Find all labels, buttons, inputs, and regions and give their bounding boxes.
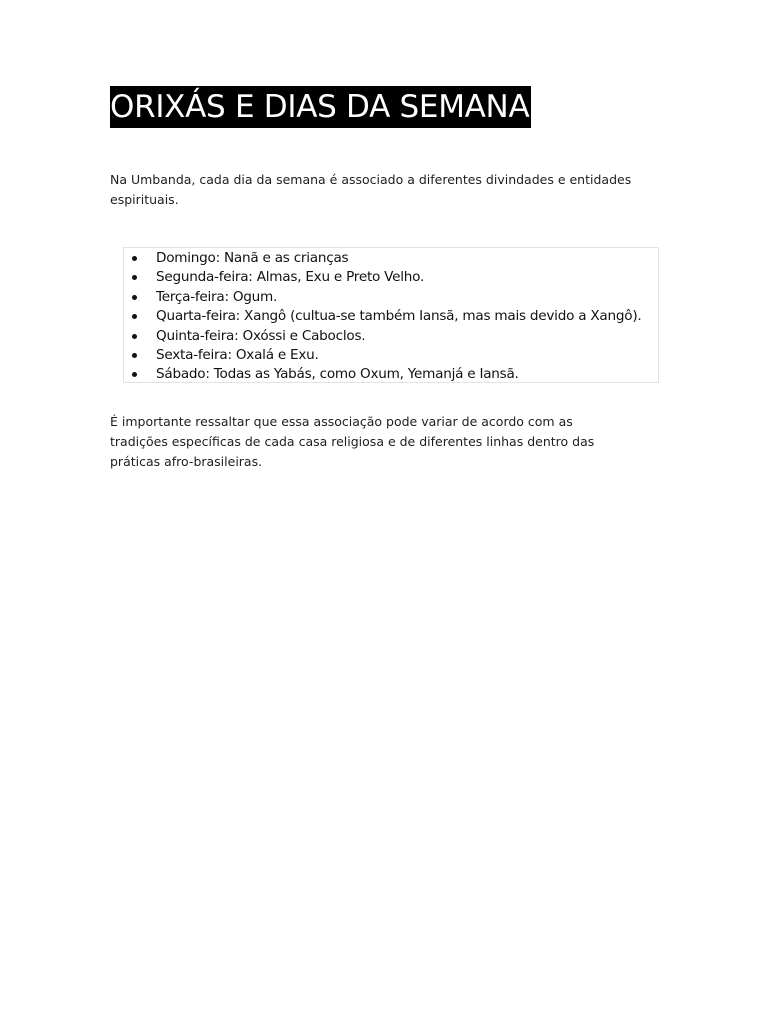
list-item-text: Sexta-feira: Oxalá e Exu. <box>156 346 319 363</box>
bullet-icon <box>132 314 137 319</box>
list-item <box>124 365 641 384</box>
bullet-icon <box>132 353 137 358</box>
bullet-icon <box>132 372 137 377</box>
list-item-text: Quinta-feira: Oxóssi e Caboclos. <box>156 327 366 344</box>
bullet-icon <box>132 256 137 261</box>
bullet-icon <box>132 295 137 300</box>
bullet-icon <box>132 334 137 339</box>
list-item <box>124 307 641 326</box>
bullet-icon <box>132 275 137 280</box>
list-item <box>124 327 641 346</box>
list-item-text: Sábado: Todas as Yabás, como Oxum, Yemanjá e Iansã. <box>156 366 519 383</box>
list-item-text: Terça-feira: Ogum. <box>156 288 278 305</box>
list-item-text: Segunda-feira: Almas, Exu e Preto Velho. <box>156 269 425 286</box>
list-item-text: Quarta-feira: Xangô (cultua-se também Iansã, mas mais devido a Xangô). <box>156 308 642 325</box>
weekday-list <box>124 249 641 385</box>
list-item-text: Domingo: Nanã e as crianças <box>156 250 349 266</box>
page-title: ORIXÁS E DIAS DA SEMANA <box>110 86 531 128</box>
closing-paragraph: É importante ressaltar que essa associação pode variar de acordo com as tradições específicas de cada casa religiosa e de diferentes linhas dentro das práticas afro-brasileiras. <box>110 414 595 469</box>
list-item <box>124 346 641 365</box>
weekday-list-box <box>123 247 659 383</box>
list-item <box>124 288 641 307</box>
list-item <box>124 249 641 268</box>
intro-paragraph: Na Umbanda, cada dia da semana é associado a diferentes divindades e entidades espirituais. <box>110 172 632 207</box>
list-item <box>124 268 641 287</box>
